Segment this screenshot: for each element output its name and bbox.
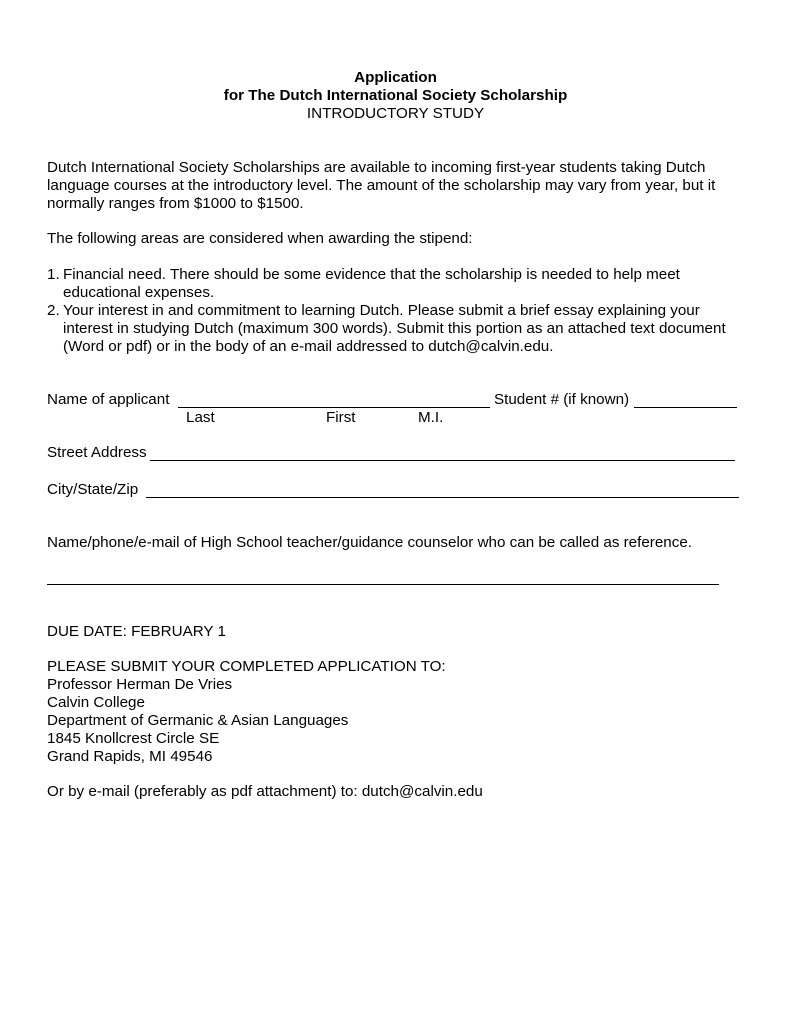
city-state-zip-field[interactable] [146,483,739,498]
street-address-field[interactable] [150,446,735,461]
recipient-department: Department of Germanic & Asian Languages [47,712,349,729]
recipient-name: Professor Herman De Vries [47,676,233,693]
title-scholarship: for The Dutch International Society Scholarship [223,87,568,104]
reference-field[interactable] [47,570,719,585]
reference-label: Name/phone/e-mail of High School teacher/guidance counselor who can be called as reference. [47,534,693,551]
name-sublabel-first: First [326,409,356,426]
criteria-item-2 [47,302,747,356]
intro-line: Dutch International Society Scholarships are available to incoming first-year students taking Dutch [47,159,706,176]
intro-line: normally ranges from $1000 to $1500. [47,195,304,212]
submit-heading: PLEASE SUBMIT YOUR COMPLETED APPLICATION TO: [47,658,446,675]
list-item-line: (Word or pdf) or in the body of an e-mail addressed to dutch@calvin.edu. [63,338,554,355]
list-number: 1. [47,266,60,283]
street-address-label: Street Address [47,444,147,461]
criteria-item-1 [47,266,747,302]
recipient-city: Grand Rapids, MI 49546 [47,748,213,765]
subtitle-introductory-study: INTRODUCTORY STUDY [306,105,485,122]
list-item-line: educational expenses. [63,284,215,301]
intro-line: language courses at the introductory level. The amount of the scholarship may vary from year, but it [47,177,716,194]
title-application: Application [354,69,437,86]
name-sublabel-mi: M.I. [418,409,444,426]
name-field[interactable] [178,393,490,408]
name-label: Name of applicant [47,391,170,408]
list-item-line: interest in studying Dutch (maximum 300 words). Submit this portion as an attached text document [63,320,726,337]
list-item-line: Financial need. There should be some evidence that the scholarship is needed to help meet [63,266,680,283]
student-number-label: Student # (if known) [494,391,630,408]
intro-paragraph [47,159,747,213]
due-date: DUE DATE: FEBRUARY 1 [47,623,226,640]
name-sublabel-last: Last [186,409,215,426]
list-item-line: Your interest in and commitment to learning Dutch. Please submit a brief essay explaining your [63,302,700,319]
submit-address-block [47,658,747,766]
list-number: 2. [47,302,60,319]
recipient-street: 1845 Knollcrest Circle SE [47,730,220,747]
city-state-zip-label: City/State/Zip [47,481,139,498]
criteria-heading: The following areas are considered when awarding the stipend: [47,230,473,247]
email-submission-line: Or by e-mail (preferably as pdf attachment) to: dutch@calvin.edu [47,783,483,800]
recipient-college: Calvin College [47,694,145,711]
student-number-field[interactable] [634,393,737,408]
